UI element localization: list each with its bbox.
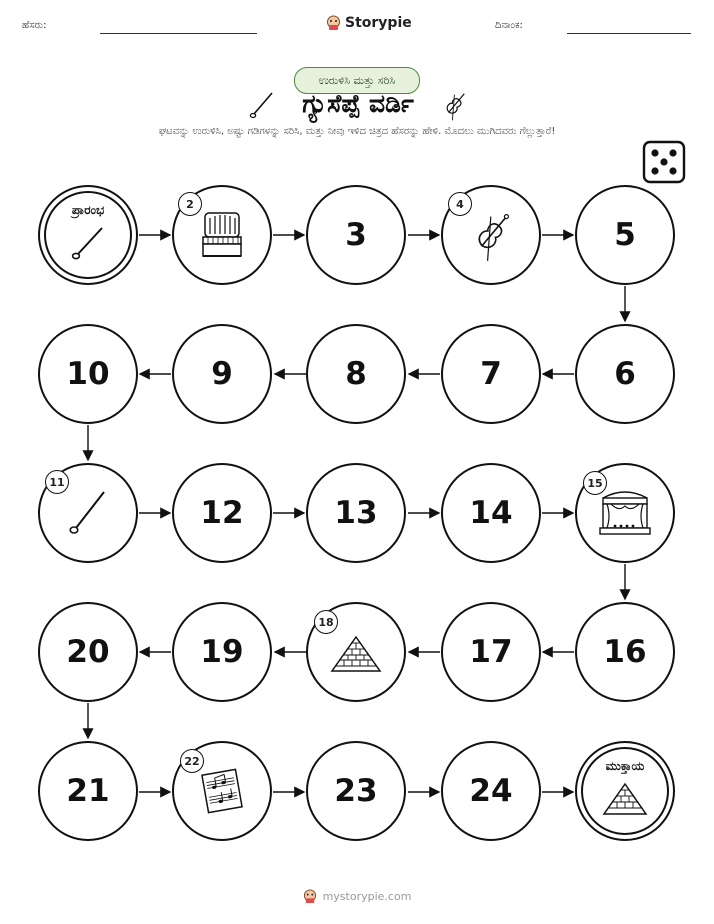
board-space-9[interactable]	[172, 324, 272, 424]
theater-icon	[597, 488, 653, 538]
board-space-5[interactable]	[575, 185, 675, 285]
board-space-7[interactable]	[441, 324, 541, 424]
space-number: 6	[614, 356, 636, 392]
space-number: 10	[66, 356, 110, 392]
instructions-text: ಘಟವನ್ನು ಉರುಳಿಸಿ, ಅಷ್ಟು ಗಡಿಗಳನ್ನು ಸರಿಸಿ, ಮತ್ತು ನೀವು ಇಳಿದ ಚಿತ್ರದ ಹೆಸರನ್ನು ಹೇಳಿ. ಮೊದಲು ಮುಗಿದವರು ಗೆಲ್ಲುತ್ತಾರೆ!	[158, 126, 556, 137]
space-number: 8	[345, 356, 367, 392]
board-space-3[interactable]	[306, 185, 406, 285]
space-number-badge: 22	[180, 749, 204, 773]
baton-icon	[66, 488, 110, 538]
board-space-24[interactable]	[441, 741, 541, 841]
footer	[0, 888, 714, 904]
board-space-18[interactable]	[306, 602, 406, 702]
space-number: 5	[614, 217, 636, 253]
board-space-4[interactable]	[441, 185, 541, 285]
space-number-badge: 2	[178, 192, 202, 216]
baton-icon	[68, 223, 108, 263]
board-space-16[interactable]	[575, 602, 675, 702]
space-number: 17	[469, 634, 513, 670]
board-space-14[interactable]	[441, 463, 541, 563]
date-label: ದಿನಾಂಕ:	[495, 20, 523, 31]
board-space-21[interactable]	[38, 741, 138, 841]
board-finish-space[interactable]	[575, 741, 675, 841]
board-space-15[interactable]	[575, 463, 675, 563]
space-number-badge: 15	[583, 471, 607, 495]
space-number: 9	[211, 356, 233, 392]
pyramid-icon	[602, 782, 648, 818]
board-space-17[interactable]	[441, 602, 541, 702]
board-space-19[interactable]	[172, 602, 272, 702]
storypie-mascot-icon	[303, 888, 317, 904]
board-space-23[interactable]	[306, 741, 406, 841]
finish-label: ಮುಕ್ತಾಯ	[605, 759, 645, 773]
space-number: 19	[200, 634, 244, 670]
space-number-badge: 18	[314, 610, 338, 634]
space-number: 7	[480, 356, 502, 392]
sheet-music-icon	[199, 768, 245, 814]
violin-icon	[465, 207, 517, 263]
page-title: ಗ್ಯುಸೆಪ್ಪೆ ವರ್ಡಿ	[302, 89, 414, 118]
space-number: 23	[334, 773, 378, 809]
brand-name: Storypie	[345, 14, 412, 31]
board-space-20[interactable]	[38, 602, 138, 702]
space-number: 14	[469, 495, 513, 531]
activity-type-pill: ಉರುಳಿಸಿ ಮತ್ತು ಸರಿಸಿ	[294, 67, 420, 94]
space-number: 3	[345, 217, 367, 253]
space-number-badge: 4	[448, 192, 472, 216]
pyramid-icon	[330, 635, 382, 675]
organ-icon	[199, 210, 245, 260]
board-space-11[interactable]	[38, 463, 138, 563]
space-number: 21	[66, 773, 110, 809]
name-label: ಹೆಸರು:	[22, 20, 47, 31]
footer-url[interactable]: mystorypie.com	[322, 889, 412, 903]
board-start-space[interactable]	[38, 185, 138, 285]
board-space-8[interactable]	[306, 324, 406, 424]
space-number: 24	[469, 773, 513, 809]
board-space-13[interactable]	[306, 463, 406, 563]
space-number: 13	[334, 495, 378, 531]
space-number: 16	[603, 634, 647, 670]
space-number: 12	[200, 495, 244, 531]
board-space-6[interactable]	[575, 324, 675, 424]
start-label: ಪ್ರಾರಂಭ	[71, 203, 105, 217]
board-space-2[interactable]	[172, 185, 272, 285]
board-space-10[interactable]	[38, 324, 138, 424]
space-number-badge: 11	[45, 470, 69, 494]
board-space-22[interactable]	[172, 741, 272, 841]
space-number: 20	[66, 634, 110, 670]
board-space-12[interactable]	[172, 463, 272, 563]
